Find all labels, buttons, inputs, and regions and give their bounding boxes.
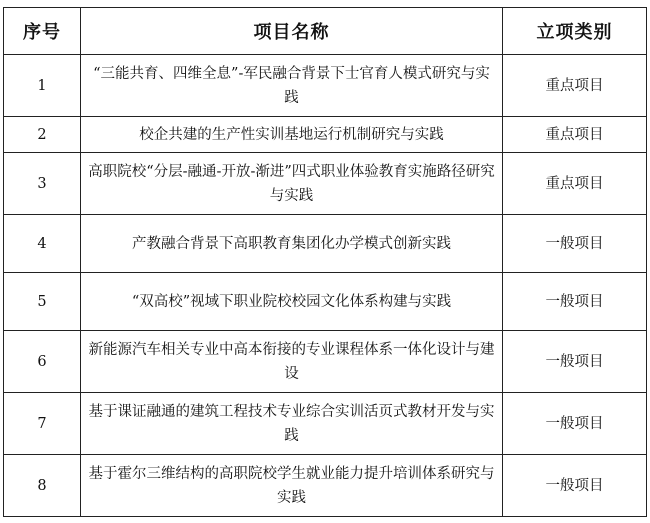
- row-project-type: 一般项目: [503, 393, 647, 455]
- table-row: [4, 117, 647, 153]
- table-row: [4, 215, 647, 273]
- row-index: 2: [4, 117, 81, 153]
- row-project-name: 基于课证融通的建筑工程技术专业综合实训活页式教材开发与实践: [81, 393, 503, 455]
- header-project-name: 项目名称: [81, 8, 503, 55]
- row-project-type: 重点项目: [503, 117, 647, 153]
- row-project-type: 一般项目: [503, 455, 647, 517]
- table-row: [4, 331, 647, 393]
- row-project-name: “双高校”视域下职业院校校园文化体系构建与实践: [81, 273, 503, 331]
- row-project-type: 一般项目: [503, 215, 647, 273]
- header-index: 序号: [4, 8, 81, 55]
- row-project-name: “三能共育、四维全息”-军民融合背景下士官育人模式研究与实践: [81, 55, 503, 117]
- row-project-type: 重点项目: [503, 55, 647, 117]
- table-row: [4, 273, 647, 331]
- row-project-name: 基于霍尔三维结构的高职院校学生就业能力提升培训体系研究与实践: [81, 455, 503, 517]
- row-project-type: 一般项目: [503, 273, 647, 331]
- row-index: 6: [4, 331, 81, 393]
- row-index: 7: [4, 393, 81, 455]
- row-index: 8: [4, 455, 81, 517]
- row-project-name: 校企共建的生产性实训基地运行机制研究与实践: [81, 117, 503, 153]
- table-row: [4, 153, 647, 215]
- table-row: [4, 393, 647, 455]
- row-project-name: 高职院校“分层-融通-开放-渐进”四式职业体验教育实施路径研究与实践: [81, 153, 503, 215]
- row-project-name: 产教融合背景下高职教育集团化办学模式创新实践: [81, 215, 503, 273]
- project-table: [3, 7, 647, 517]
- row-index: 4: [4, 215, 81, 273]
- row-index: 3: [4, 153, 81, 215]
- table-row: [4, 55, 647, 117]
- row-index: 1: [4, 55, 81, 117]
- row-project-type: 一般项目: [503, 331, 647, 393]
- row-project-name: 新能源汽车相关专业中高本衔接的专业课程体系一体化设计与建设: [81, 331, 503, 393]
- row-project-type: 重点项目: [503, 153, 647, 215]
- table-row: [4, 455, 647, 517]
- table-header-row: [4, 8, 647, 55]
- row-index: 5: [4, 273, 81, 331]
- header-project-type: 立项类别: [503, 8, 647, 55]
